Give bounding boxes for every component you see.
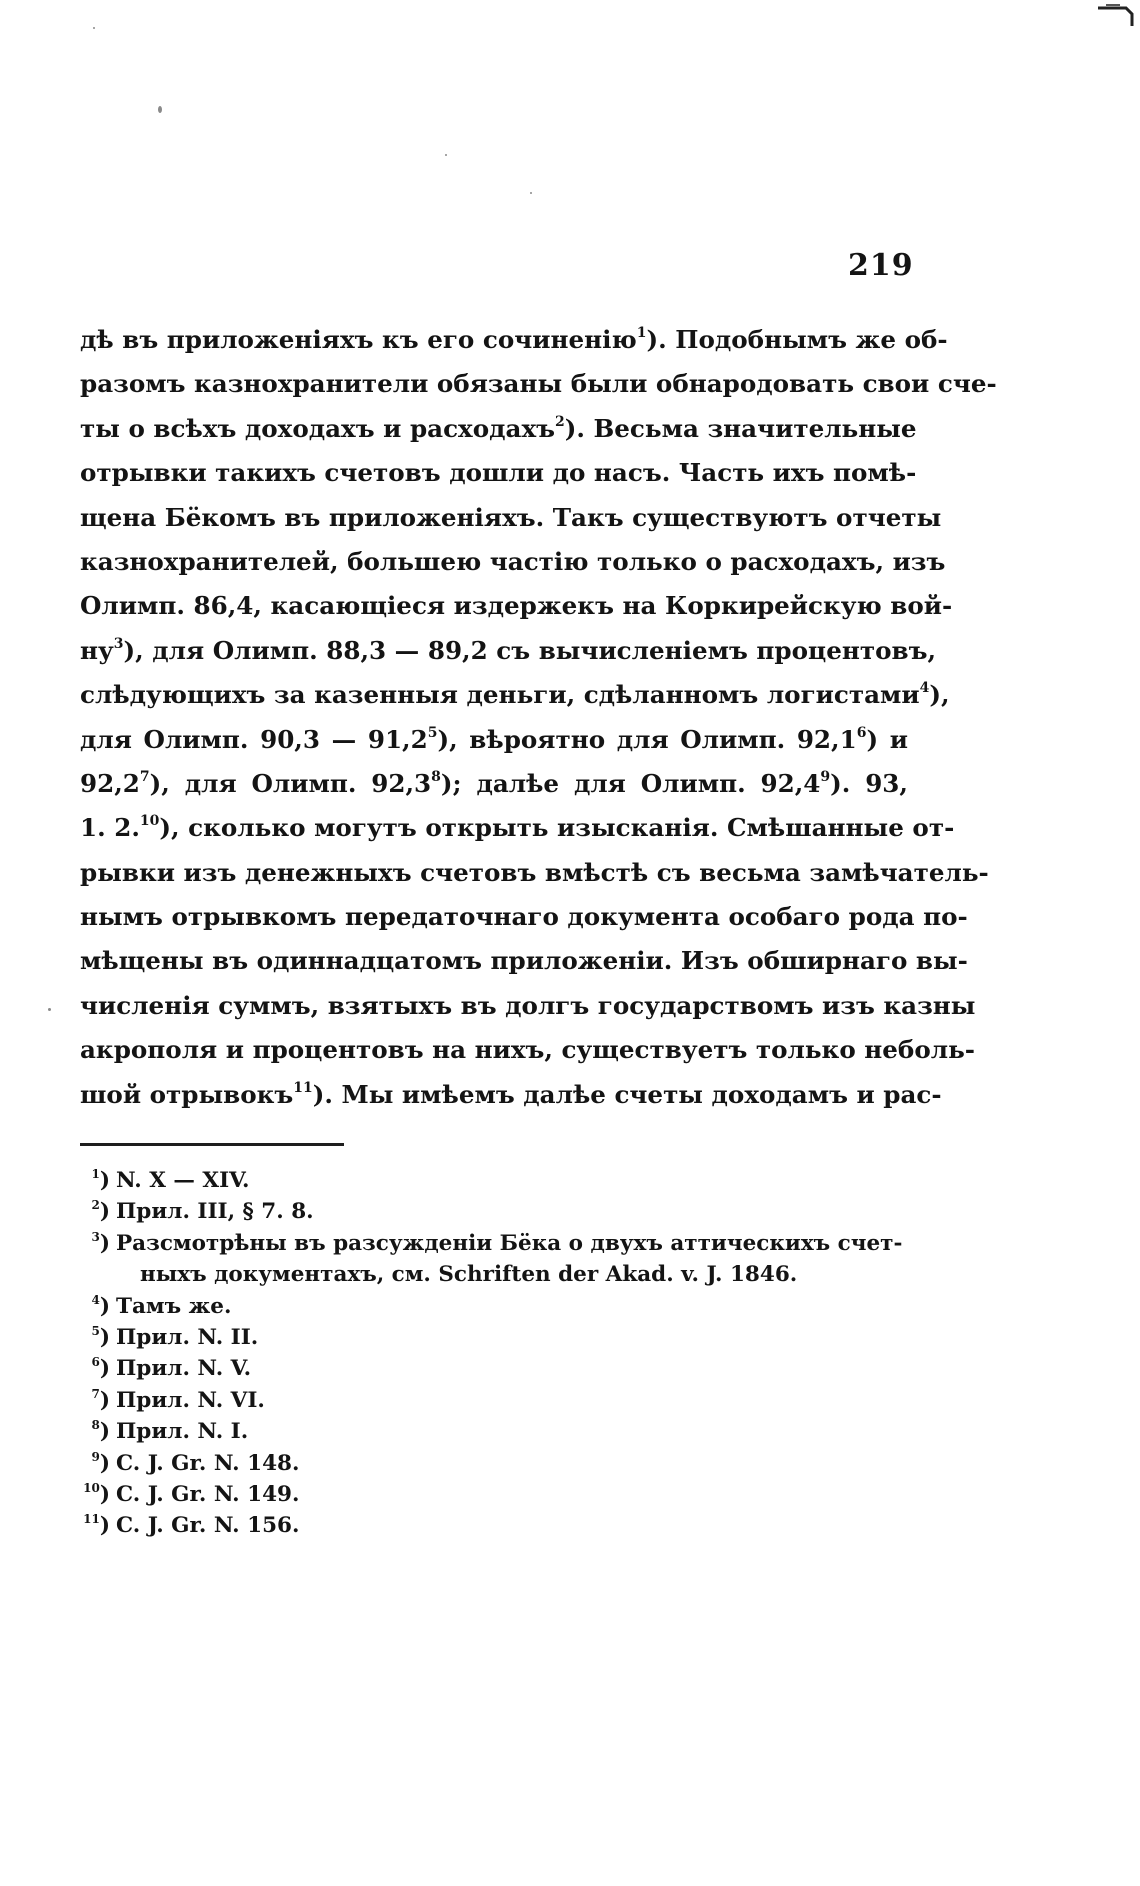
text-line: [80, 718, 908, 762]
text-segment: ты о всѣхъ доходахъ и расходахъ: [80, 413, 555, 443]
text-line: [80, 540, 946, 584]
footnote-text: C. J. Gr. N. 148.: [116, 1450, 300, 1476]
text-segment: мѣщены въ одиннадцатомъ приложеніи. Изъ обширнаго вы-: [80, 946, 968, 976]
footnote-reference: 11: [293, 1079, 313, 1096]
text-segment: численія суммъ, взятыхъ въ долгъ государствомъ изъ казны: [80, 990, 976, 1020]
footnote: [80, 1228, 908, 1259]
footnote-mark: $^{10}$): [83, 1480, 110, 1507]
text-segment: ). Весьма значительные: [564, 413, 917, 443]
text-segment: рывки изъ денежныхъ счетовъ вмѣстѣ съ весьма замѣчатель-: [80, 857, 989, 887]
footnote-number: 3: [91, 1229, 100, 1244]
text-segment: ) и: [866, 724, 908, 754]
footnote-reference: 1: [636, 325, 647, 341]
text-segment: дѣ въ приложеніяхъ къ его сочиненію: [80, 325, 637, 354]
footnote-mark: $^4$): [91, 1292, 110, 1319]
main-text-block: [80, 318, 997, 1117]
footnote-mark: $^6$): [91, 1355, 110, 1382]
footnote-number: 10: [83, 1480, 100, 1495]
page-number: 219: [848, 248, 914, 283]
footnote-separator-rule: [80, 1143, 344, 1146]
footnote-number: 4: [91, 1292, 100, 1307]
footnote-mark: $^9$): [91, 1449, 110, 1476]
text-segment: шой отрывокъ: [80, 1079, 294, 1109]
text-line: [80, 362, 997, 406]
text-segment: ну: [80, 635, 114, 665]
text-segment: ),: [929, 680, 950, 710]
footnote: [80, 1448, 908, 1479]
text-line: [80, 806, 955, 850]
scan-corner-mark: [1096, 4, 1134, 26]
footnote-text: ныхъ документахъ, см. Schriften der Akad. v. J. 1846.: [140, 1262, 798, 1288]
footnote-text: Прил. N. II.: [116, 1324, 259, 1350]
text-segment: ), для Олимп. 92,3: [149, 768, 432, 798]
text-line: [80, 1028, 975, 1072]
text-segment: отрывки такихъ счетовъ дошли до насъ. Часть ихъ помѣ-: [80, 458, 917, 488]
footnote-mark: $^2$): [91, 1198, 110, 1225]
footnote-text: Прил. N. I.: [116, 1419, 249, 1445]
text-segment: ), вѣроятно для Олимп. 92,1: [437, 724, 857, 754]
text-line: [80, 851, 989, 895]
footnote-reference: 5: [427, 724, 438, 741]
footnote-mark: $^1$): [91, 1167, 110, 1193]
footnote-reference: 4: [919, 680, 930, 697]
text-segment: щена Бёкомъ въ приложеніяхъ. Такъ существуютъ отчеты: [80, 502, 942, 532]
footnote: [80, 1416, 908, 1447]
text-segment: ). 93,: [830, 768, 908, 798]
scan-speck: [530, 192, 532, 194]
footnote: [80, 1322, 908, 1353]
scan-speck: [445, 154, 447, 156]
footnote-number: 9: [91, 1449, 100, 1464]
footnote: [80, 1259, 908, 1290]
text-line: [80, 1073, 942, 1117]
text-line: [80, 762, 908, 806]
footnote: [80, 1196, 908, 1227]
footnote-reference: 3: [113, 635, 124, 652]
scan-speck: [93, 27, 95, 29]
footnote-text: N. X — XIV.: [116, 1168, 250, 1193]
footnote-reference: 6: [856, 724, 867, 741]
footnote-mark: $^{11}$): [83, 1512, 110, 1539]
text-segment: ), сколько могутъ открыть изысканія. Смѣшанные от-: [159, 813, 955, 843]
scan-speck: [158, 106, 162, 113]
footnote-mark: $^3$): [91, 1229, 110, 1256]
text-segment: ), для Олимп. 88,3 — 89,2 съ вычисленіемъ процентовъ,: [123, 635, 937, 665]
footnote-number: 7: [91, 1386, 100, 1401]
footnote-mark: $^8$): [91, 1418, 110, 1445]
text-segment: акрополя и процентовъ на нихъ, существуетъ только неболь-: [80, 1035, 975, 1065]
text-segment: разомъ казнохранители обязаны были обнародовать свои сче-: [80, 369, 997, 399]
text-segment: слѣдующихъ за казенныя деньги, сдѣланномъ логистами: [80, 680, 920, 710]
text-segment: для Олимп. 90,3 — 91,2: [80, 724, 428, 754]
footnote-number: 5: [91, 1323, 100, 1338]
text-segment: 92,2: [80, 768, 140, 798]
footnote-text: Прил. III, § 7. 8.: [116, 1199, 314, 1225]
text-line: [80, 629, 937, 673]
text-segment: ). Мы имѣемъ далѣе счеты доходамъ и рас-: [312, 1079, 942, 1109]
scan-speck: [48, 1008, 51, 1011]
footnote: [80, 1510, 908, 1541]
text-segment: ). Подобнымъ же об-: [646, 325, 948, 354]
text-line: [80, 584, 953, 628]
footnote-number: 8: [91, 1418, 100, 1433]
text-segment: казнохранителей, большею частію только о расходахъ, изъ: [80, 546, 946, 576]
footnote: [80, 1479, 908, 1510]
text-line: [80, 318, 948, 362]
footnote-number: 6: [91, 1355, 100, 1370]
footnote: [80, 1291, 908, 1322]
footnote-reference: 7: [139, 768, 150, 785]
text-line: [80, 673, 950, 717]
footnote-text: C. J. Gr. N. 149.: [116, 1481, 300, 1507]
footnote-number: 2: [91, 1198, 100, 1213]
footnote-number: 1: [91, 1167, 100, 1181]
text-segment: 1. 2.: [80, 813, 140, 843]
footnotes-block: [80, 1165, 908, 1542]
text-line: [80, 451, 917, 495]
text-line: [80, 984, 976, 1028]
text-line: [80, 407, 917, 451]
footnote: [80, 1353, 908, 1384]
text-segment: нымъ отрывкомъ передаточнаго документа особаго рода по-: [80, 902, 968, 932]
footnote-mark: $^7$): [91, 1386, 110, 1413]
footnote-reference: 9: [820, 768, 831, 785]
text-segment: ); далѣе для Олимп. 92,4: [440, 768, 821, 798]
footnote-number: 11: [83, 1512, 100, 1527]
footnote-reference: 10: [139, 813, 160, 830]
text-segment: Олимп. 86,4, касающіеся издержекъ на Коркирейскую вой-: [80, 591, 953, 621]
footnote-text: Прил. N. VI.: [116, 1387, 265, 1413]
footnote-text: Разсмотрѣны въ разсужденіи Бёка о двухъ аттическихъ счет-: [116, 1230, 903, 1256]
text-line: [80, 496, 942, 540]
footnote-text: Тамъ же.: [116, 1293, 232, 1319]
footnote: [80, 1385, 908, 1416]
text-line: [80, 939, 968, 983]
footnote-mark: $^5$): [91, 1323, 110, 1350]
footnote-text: Прил. N. V.: [116, 1356, 252, 1382]
footnote-reference: 8: [431, 768, 441, 785]
footnote-text: C. J. Gr. N. 156.: [116, 1513, 300, 1539]
footnote: [80, 1165, 908, 1196]
footnote-reference: 2: [554, 413, 565, 430]
text-line: [80, 895, 968, 939]
